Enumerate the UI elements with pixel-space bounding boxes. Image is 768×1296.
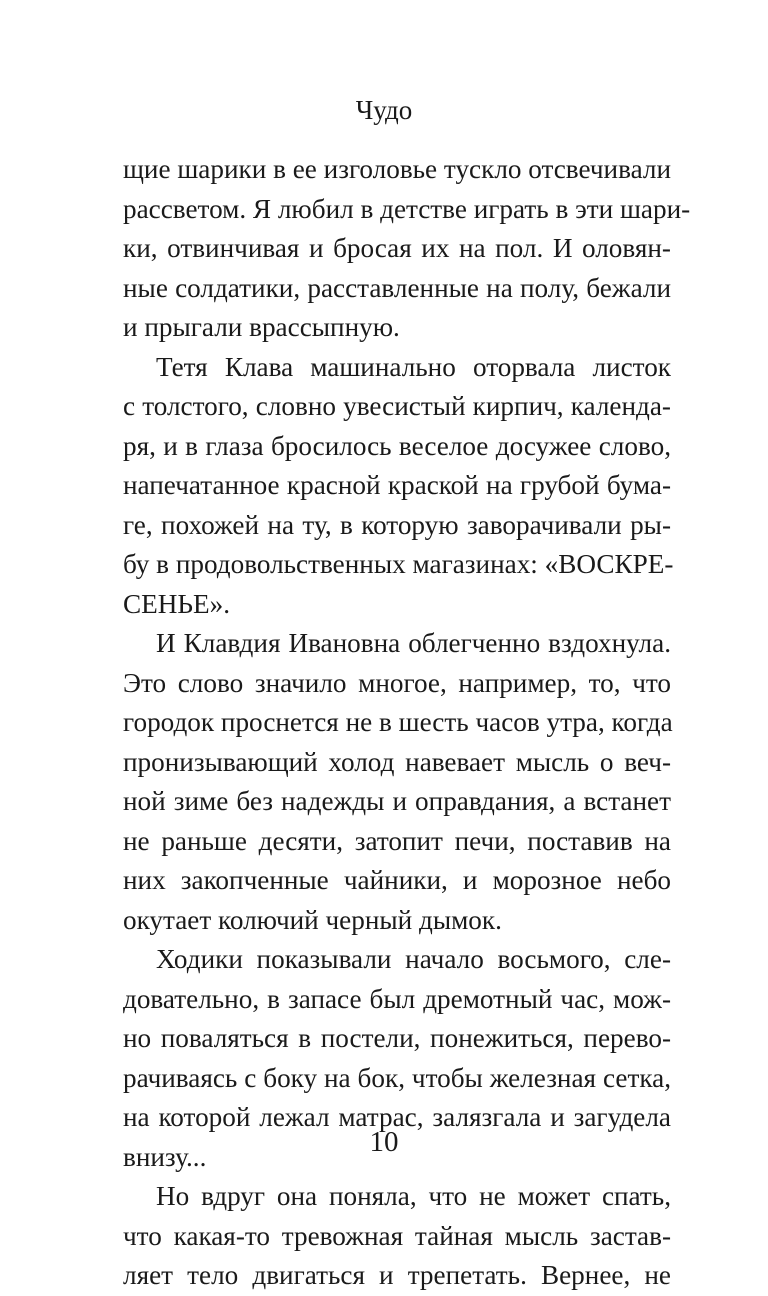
text-line: не раньше десяти, затопит печи, поставив на xyxy=(123,825,671,856)
text-line: окутает колючий черный дымок. xyxy=(123,904,502,935)
text-line: довательно, в запасе был дремотный час, мож- xyxy=(123,983,671,1014)
running-header: Чудо xyxy=(355,95,413,125)
text-line: ляет тело двигаться и трепетать. Вернее, не xyxy=(123,1260,671,1290)
text-line: них закопченные чайники, и морозное небо xyxy=(123,865,671,895)
body-text xyxy=(123,150,691,1296)
text-line: ные солдатики, расставленные на полу, бежали xyxy=(123,272,671,303)
text-line: внизу... xyxy=(123,1141,207,1172)
text-line: рассветом. Я любил в детстве играть в эти шари- xyxy=(123,193,691,224)
text-line: но поваляться в постели, понежиться, перево- xyxy=(123,1023,671,1053)
text-line: городок проснется не в шесть часов утра, когда xyxy=(123,707,673,737)
text-line: и прыгали врассыпную. xyxy=(123,312,400,342)
text-line: ря, и в глаза бросилось веселое досужее слово, xyxy=(123,430,671,461)
text-line: Это слово значило многое, например, то, что xyxy=(123,667,671,698)
text-line: рачиваясь с боку на бок, чтобы железная сетка, xyxy=(123,1062,671,1093)
text-line: на которой лежал матрас, залязгала и загудела xyxy=(123,1102,671,1132)
text-line: щие шарики в ее изголовье тускло отсвечивали xyxy=(123,154,671,184)
text-line: с толстого, словно увесистый кирпич, календа- xyxy=(123,391,671,421)
paragraph-first-line: Но вдруг она поняла, что не может спать, xyxy=(156,1181,671,1211)
text-line: ге, похожей на ту, в которую заворачивали ры- xyxy=(123,509,671,540)
text-line: что какая-то тревожная тайная мысль застав- xyxy=(123,1220,671,1251)
paragraph-first-line: Тетя Клава машинально оторвала листок xyxy=(156,351,671,382)
text-line: ной зиме без надежды и оправдания, а встанет xyxy=(123,786,671,816)
paragraph-first-line: Ходики показывали начало восьмого, сле- xyxy=(156,944,671,974)
paragraph-first-line: И Клавдия Ивановна облегченно вздохнула. xyxy=(156,628,671,658)
text-line: напечатанное красной краской на грубой бума- xyxy=(123,470,671,500)
text-line: бу в продовольственных магазинах: «ВОСКРЕ- xyxy=(123,549,674,579)
text-line: ки, отвинчивая и бросая их на пол. И оловян- xyxy=(123,233,671,263)
text-line: пронизывающий холод навевает мысль о веч- xyxy=(123,746,671,777)
text-line: СЕНЬЕ». xyxy=(123,588,230,619)
page-number: 10 xyxy=(369,1126,399,1158)
